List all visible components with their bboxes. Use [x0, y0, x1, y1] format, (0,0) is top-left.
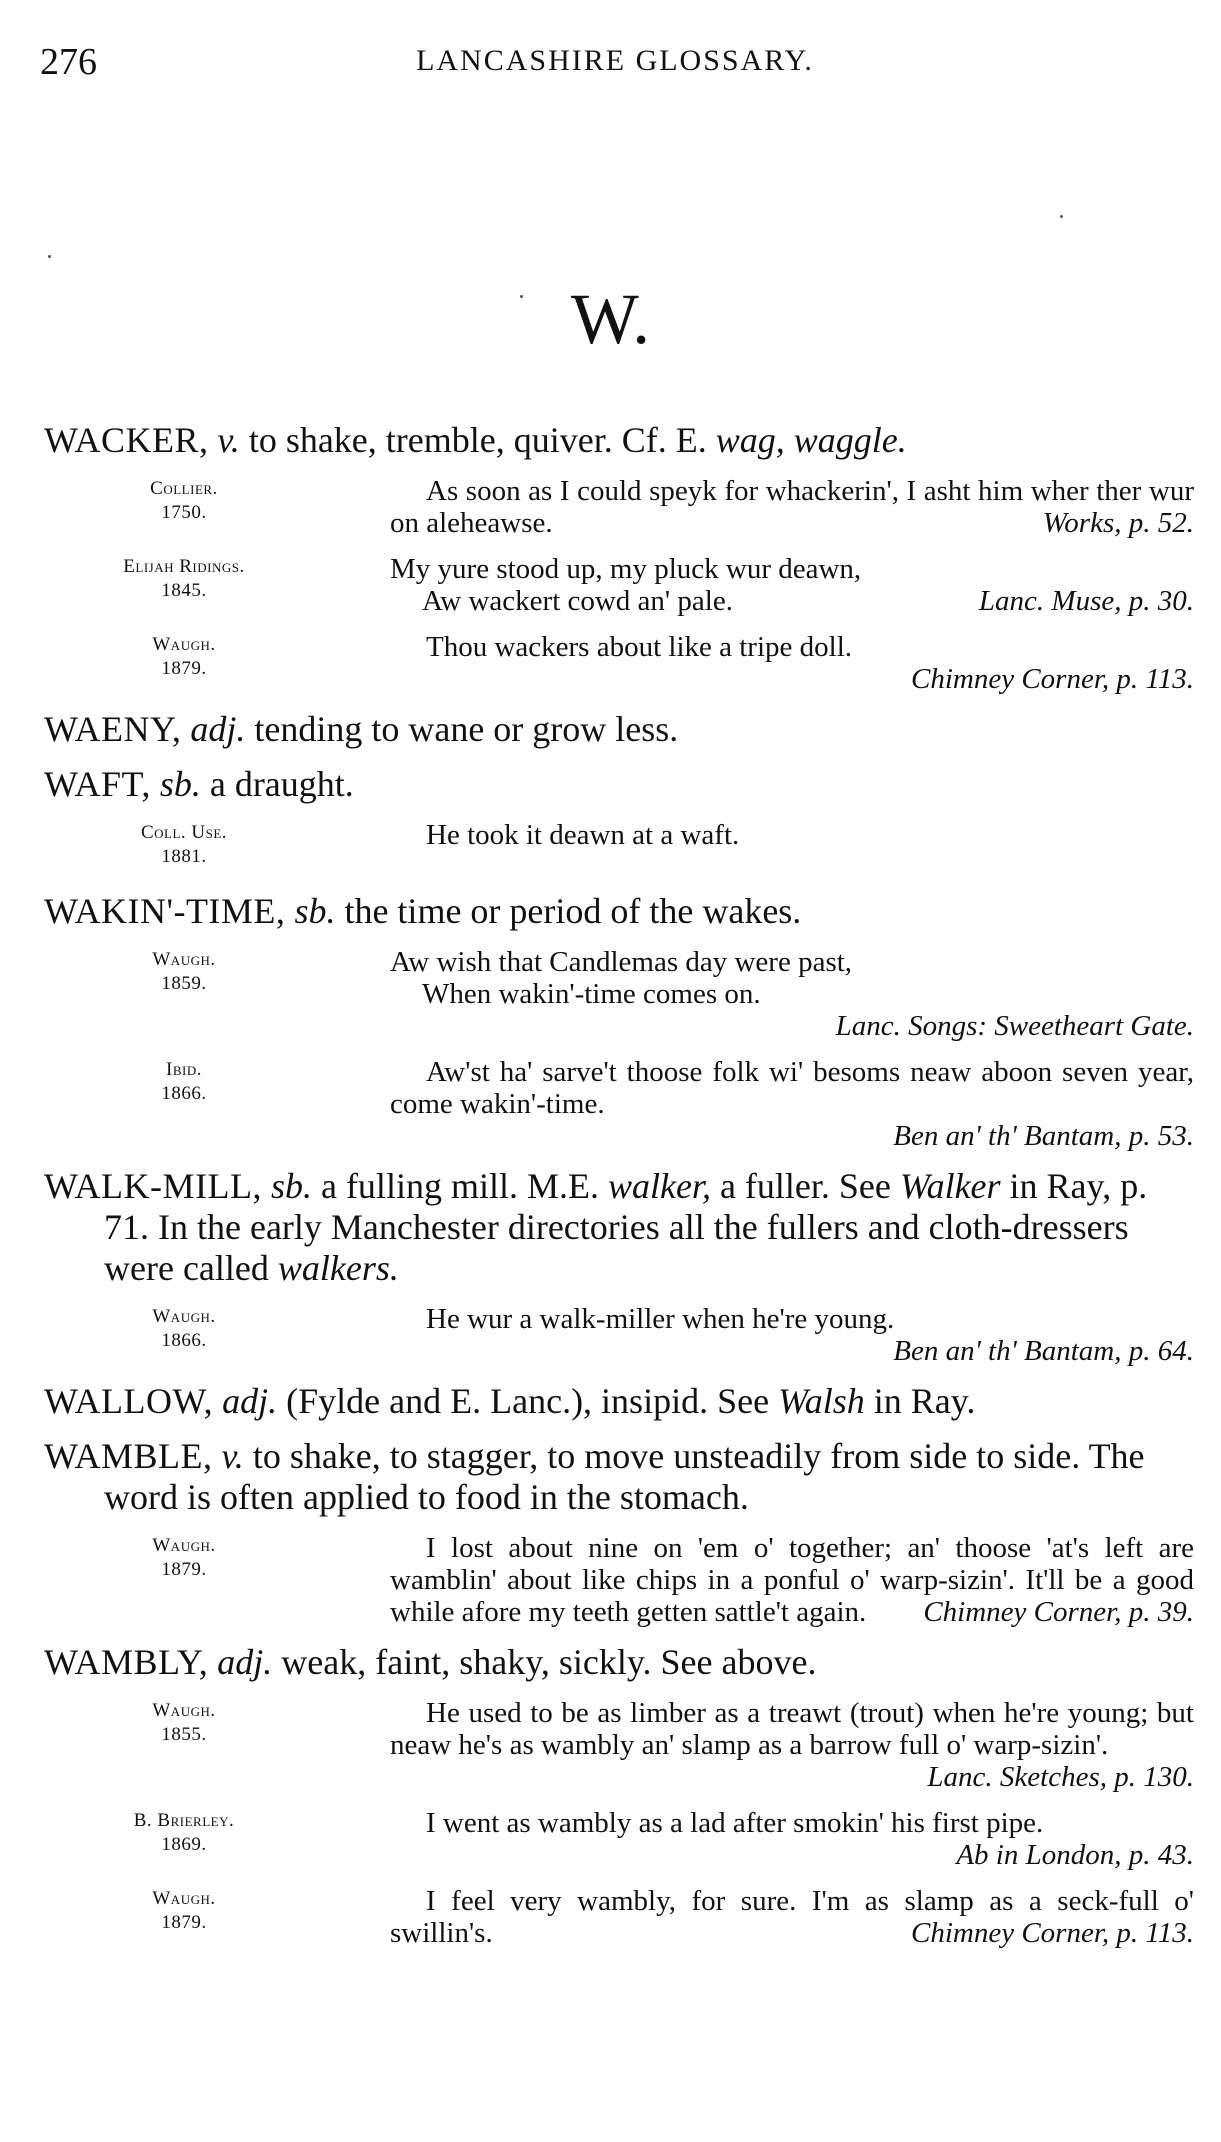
- definition: (Fylde and E. Lanc.), insipid. See: [286, 1381, 779, 1421]
- part-of-speech: adj.: [190, 709, 246, 749]
- definition-italic: Walker: [899, 1166, 1001, 1206]
- citation-quote: [390, 1885, 1194, 1949]
- citation-author: [44, 1887, 324, 1935]
- part-of-speech: v.: [217, 420, 240, 460]
- entry-waft: [44, 764, 1194, 877]
- citation-author: [44, 1809, 324, 1857]
- entry-wakin-time: [44, 891, 1194, 1152]
- citation: [44, 1807, 1194, 1871]
- citation-source: Ben an' th' Bantam, p. 53.: [893, 1120, 1194, 1152]
- headword: WALLOW,: [44, 1381, 214, 1421]
- citation: [44, 1697, 1194, 1793]
- citation-quote: [390, 1807, 1194, 1871]
- citation-quote: [390, 1532, 1194, 1628]
- citation-source: Ben an' th' Bantam, p. 64.: [893, 1335, 1194, 1367]
- author-name: Elijah Ridings.: [123, 556, 245, 577]
- entries: [44, 420, 1194, 1963]
- citation-author: [44, 821, 324, 869]
- definition: a fulling mill. M.E.: [320, 1166, 608, 1206]
- definition: tending to wane or grow less.: [254, 709, 679, 749]
- citation-year: 1879.: [161, 1559, 207, 1580]
- entry-wambly: [44, 1642, 1194, 1949]
- entry-wamble: [44, 1436, 1194, 1628]
- verse-line: Aw wish that Candlemas day were past,: [390, 946, 853, 978]
- headword: WAMBLY,: [44, 1642, 209, 1682]
- entry-headline: [44, 709, 1194, 750]
- running-head: LANCASHIRE GLOSSARY.: [416, 44, 814, 77]
- entry-headline: [44, 420, 1194, 461]
- citation-quote: [390, 475, 1194, 539]
- citation-author: [44, 555, 324, 603]
- definition: a fuller. See: [710, 1166, 900, 1206]
- part-of-speech: sb.: [270, 1166, 312, 1206]
- citation: [44, 819, 1194, 877]
- citation-year: 1869.: [161, 1834, 207, 1855]
- citation-source: Lanc. Muse, p. 30.: [978, 585, 1194, 617]
- scan-speck: [48, 255, 51, 258]
- citation-quote: [390, 553, 1194, 617]
- citation: [44, 475, 1194, 539]
- citation-quote: [390, 1697, 1194, 1793]
- entry-wallow: [44, 1381, 1194, 1422]
- entry-headline: [44, 1381, 1194, 1422]
- definition: to shake, tremble, quiver. Cf. E.: [248, 420, 716, 460]
- citation-source: Chimney Corner, p. 113.: [910, 1917, 1194, 1949]
- quote-text: I went as wambly as a lad after smokin' his first pipe.: [426, 1807, 1044, 1839]
- quote-text: I feel very wambly, for sure. I'm as slamp as a seck-full o' swillin's.: [390, 1885, 1194, 1949]
- part-of-speech: sb.: [159, 764, 201, 804]
- citation-author: [44, 477, 324, 525]
- quote-text: He took it deawn at a waft.: [426, 819, 740, 851]
- citation-year: 1879.: [161, 658, 207, 679]
- headword: WACKER,: [44, 420, 209, 460]
- citation-year: 1859.: [161, 973, 207, 994]
- citation: [44, 553, 1194, 617]
- citation-year: 1881.: [161, 846, 207, 867]
- author-name: Waugh.: [152, 1888, 216, 1909]
- headword: WAFT,: [44, 764, 151, 804]
- entry-headline: [44, 1436, 1194, 1518]
- quote-text: As soon as I could speyk for whackerin', I asht him wher ther wur on aleheawse.: [390, 475, 1194, 539]
- entry-waeny: [44, 709, 1194, 750]
- citation: [44, 1303, 1194, 1367]
- scan-speck: [1060, 215, 1063, 218]
- citation-source: Chimney Corner, p. 113.: [910, 663, 1194, 695]
- quote-text: I lost about nine on 'em o' together; an' thoose 'at's left are wamblin' about like chips in a ponful o' warp-sizin'. It'll be a good while afore my teeth getten sattle't again.: [390, 1532, 1194, 1628]
- part-of-speech: adj.: [222, 1381, 278, 1421]
- headword: WAKIN'-TIME,: [44, 891, 286, 931]
- citation-quote: [390, 946, 1194, 1042]
- definition: the time or period of the wakes.: [344, 891, 802, 931]
- page-number: 276: [40, 41, 97, 83]
- citation-source: Works, p. 52.: [1042, 507, 1194, 539]
- entry-headline: [44, 764, 1194, 805]
- headword: WALK-MILL,: [44, 1166, 262, 1206]
- quote-text: Thou wackers about like a tripe doll.: [426, 631, 853, 663]
- citation-year: 1866.: [161, 1330, 207, 1351]
- verse-line: My yure stood up, my pluck wur deawn,: [390, 553, 862, 585]
- author-name: Coll. Use.: [140, 822, 228, 843]
- entry-headline: [44, 1166, 1194, 1289]
- entry-headline: [44, 1642, 1194, 1683]
- quote-text: He wur a walk-miller when he're young.: [426, 1303, 895, 1335]
- entry-walk-mill: [44, 1166, 1194, 1367]
- author-name: Collier.: [150, 478, 218, 499]
- citation-year: 1750.: [161, 502, 207, 523]
- citation: [44, 631, 1194, 695]
- citation-year: 1845.: [161, 580, 207, 601]
- citation: [44, 946, 1194, 1042]
- section-letter: W.: [570, 279, 651, 359]
- citation-author: [44, 1305, 324, 1353]
- quote-text: He used to be as limber as a treawt (trout) when he're young; but neaw he's as wambly an' slamp as a barrow full o' warp-sizin'.: [390, 1697, 1194, 1761]
- citation-source: Ab in London, p. 43.: [956, 1839, 1194, 1871]
- author-name: Ibid.: [166, 1059, 202, 1080]
- citation-quote: [390, 819, 1194, 851]
- headword: WAMBLE,: [44, 1436, 213, 1476]
- author-name: B. Brierley.: [133, 1810, 235, 1831]
- citation-author: [44, 1534, 324, 1582]
- author-name: Waugh.: [152, 1306, 216, 1327]
- entry-headline: [44, 891, 1194, 932]
- author-name: Waugh.: [152, 949, 216, 970]
- citation-quote: [390, 1303, 1194, 1367]
- citation-author: [44, 948, 324, 996]
- definition: in Ray, p. 71. In the early Manchester directories all the fullers and cloth-dressers were called: [104, 1166, 1148, 1288]
- citation: [44, 1532, 1194, 1628]
- citation-year: 1855.: [161, 1724, 207, 1745]
- part-of-speech: v.: [221, 1436, 244, 1476]
- citation: [44, 1885, 1194, 1949]
- citation-source: Lanc. Songs: Sweetheart Gate.: [835, 1010, 1194, 1042]
- definition: in Ray.: [864, 1381, 976, 1421]
- definition-italic: Walsh: [778, 1381, 865, 1421]
- author-name: Waugh.: [152, 1535, 216, 1556]
- definition-italic: walker,: [607, 1166, 711, 1206]
- verse-line: When wakin'-time comes on.: [422, 978, 761, 1010]
- citation-quote: [390, 631, 1194, 695]
- definition: to shake, to stagger, to move unsteadily from side to side. The word is often applied to food in the stomach.: [104, 1436, 1145, 1517]
- entry-wacker: [44, 420, 1194, 695]
- citation-source: Lanc. Sketches, p. 130.: [927, 1761, 1194, 1793]
- citation-author: [44, 1058, 324, 1106]
- citation-source: Chimney Corner, p. 39.: [923, 1596, 1194, 1628]
- citation-year: 1866.: [161, 1083, 207, 1104]
- definition-italic: walkers.: [277, 1248, 399, 1288]
- part-of-speech: sb.: [294, 891, 336, 931]
- headword: WAENY,: [44, 709, 182, 749]
- citation-year: 1879.: [161, 1912, 207, 1933]
- verse-line: Aw wackert cowd an' pale.: [422, 585, 733, 617]
- part-of-speech: adj.: [217, 1642, 273, 1682]
- definition: a draught.: [209, 764, 354, 804]
- definition: weak, faint, shaky, sickly. See above.: [281, 1642, 817, 1682]
- author-name: Waugh.: [152, 1700, 216, 1721]
- citation-quote: [390, 1056, 1194, 1152]
- citation: [44, 1056, 1194, 1152]
- author-name: Waugh.: [152, 634, 216, 655]
- page-header: [40, 40, 1190, 84]
- citation-author: [44, 633, 324, 681]
- scan-speck: [520, 295, 523, 298]
- citation-author: [44, 1699, 324, 1747]
- definition-italic: wag, waggle.: [715, 420, 907, 460]
- quote-text: Aw'st ha' sarve't thoose folk wi' besoms neaw aboon seven year, come wakin'-time.: [390, 1056, 1194, 1120]
